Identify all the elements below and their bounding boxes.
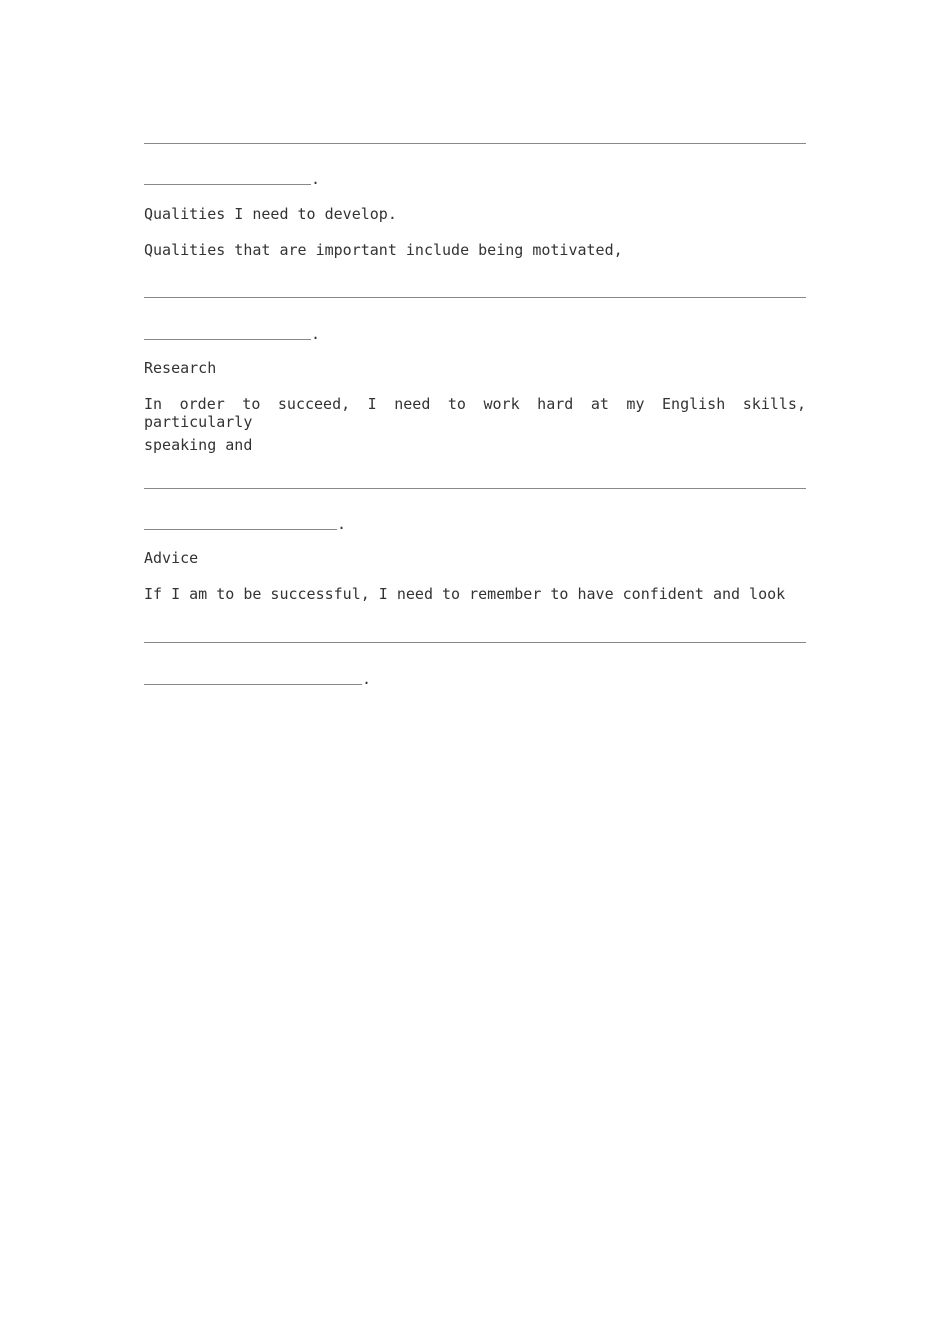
answer-line[interactable] (144, 143, 806, 144)
answer-line[interactable] (144, 297, 806, 298)
answer-period: . (311, 325, 321, 343)
section-heading-advice: Advice (144, 549, 199, 567)
section-heading-research: Research (144, 359, 217, 377)
section-heading-qualities: Qualities I need to develop. (144, 205, 397, 223)
section-prompt-qualities: Qualities that are important include being motivated, (144, 241, 623, 259)
answer-period: . (337, 515, 347, 533)
section-prompt-advice: If I am to be successful, I need to remember to have confident and look (144, 585, 786, 603)
answer-period: . (362, 670, 372, 688)
answer-line[interactable] (144, 488, 806, 489)
answer-line-short[interactable] (144, 684, 362, 685)
answer-line[interactable] (144, 642, 806, 643)
answer-line-short[interactable] (144, 529, 337, 530)
answer-period: . (311, 170, 321, 188)
answer-line-short[interactable] (144, 184, 311, 185)
section-prompt-research-line-1: In order to succeed, I need to work hard at my English skills, particularly (144, 395, 806, 431)
section-prompt-research-line-2: speaking and (144, 436, 253, 454)
answer-line-short[interactable] (144, 339, 311, 340)
